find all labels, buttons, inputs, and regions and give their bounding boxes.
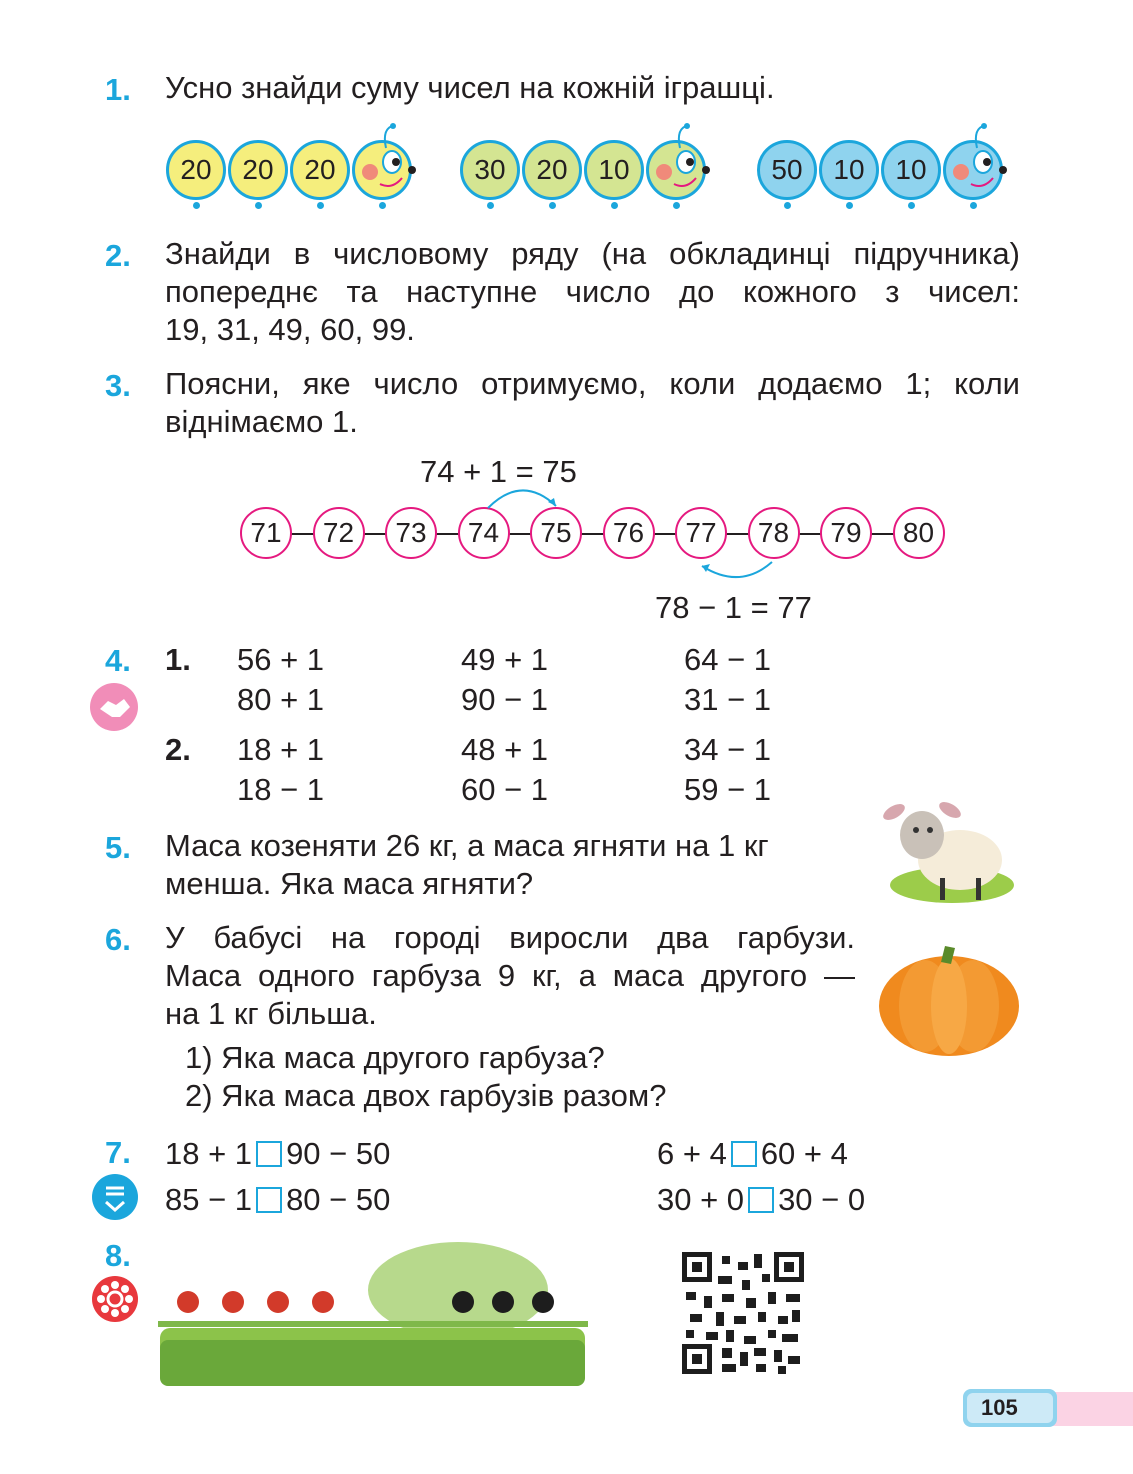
comparison-left: 85 − 1 [165,1182,253,1217]
caterpillar-foot [549,202,556,209]
task-2-line-2: попереднє та наступне число до кожного з чисел: [165,274,1020,309]
task-4-part-label: 1. [165,642,191,677]
caterpillar-foot [970,202,977,209]
equation-addition: 74 + 1 = 75 [420,454,577,489]
arrow-back [702,562,772,577]
comparison-box[interactable] [256,1187,282,1213]
task-4-expression: 56 + 1 [237,642,325,677]
sequence-number: 74 [458,507,510,559]
task-4-expression: 18 − 1 [237,772,325,807]
task-4-expression: 80 + 1 [237,682,325,717]
caterpillar-segment: 30 [460,140,520,200]
caterpillar-foot [673,202,680,209]
sequence-number: 72 [313,507,365,559]
caterpillar-toy [460,140,720,212]
caterpillar-toy [757,140,1017,212]
task-4-expression: 31 − 1 [684,682,772,717]
sequence-number: 76 [603,507,655,559]
task-3-line-2: віднімаємо 1. [165,404,358,439]
arrows [470,470,790,590]
caterpillar-foot [487,202,494,209]
caterpillar-head [943,140,1003,200]
caterpillar-segment: 50 [757,140,817,200]
caterpillar-foot [379,202,386,209]
pumpkin-illustration [875,942,1023,1062]
caterpillar-foot [317,202,324,209]
caterpillar-head [352,140,412,200]
sequence-number: 80 [893,507,945,559]
comparison [165,1136,390,1172]
comparison-right: 80 − 50 [286,1182,391,1217]
caterpillar-toy [166,140,426,212]
sequence-number: 77 [675,507,727,559]
handshake-icon [90,683,138,731]
comparison-box[interactable] [256,1141,282,1167]
caterpillar-segment: 20 [228,140,288,200]
caterpillar-segment: 10 [819,140,879,200]
task-5-line-1: Маса козеняти 26 кг, а маса ягняти на 1 кг [165,828,769,863]
task-1-number: 1. [105,72,131,107]
lamb-illustration [880,790,1015,915]
sequence-number: 75 [530,507,582,559]
task-6-line-2: Маса одного гарбуза 9 кг, а маса другого — [165,958,855,993]
task-2-line-1: Знайди в числовому ряду (на обкладинці підручника) [165,236,1020,271]
sequence-number: 71 [240,507,292,559]
ants-tug-of-war-illustration [158,1240,588,1390]
comparison-left: 18 + 1 [165,1136,253,1171]
task-7-number: 7. [105,1135,131,1170]
caterpillar-foot [784,202,791,209]
comparison-right: 30 − 0 [778,1182,866,1217]
comparison-right: 60 + 4 [760,1136,848,1171]
task-3-line-1: Поясни, яке число отримуємо, коли додаємо 1; коли [165,366,1020,401]
caterpillar-foot [611,202,618,209]
comparison [657,1136,848,1172]
task-3-number: 3. [105,368,131,403]
task-5-number: 5. [105,830,131,865]
task-4-expression: 18 + 1 [237,732,325,767]
task-4-expression: 90 − 1 [461,682,549,717]
comparison-right: 90 − 50 [286,1136,391,1171]
task-2-number: 2. [105,238,131,273]
caterpillar-foot [846,202,853,209]
task-4-expression: 60 − 1 [461,772,549,807]
task-6-question-2: 2) Яка маса двох гарбузів разом? [185,1078,667,1113]
task-6-number: 6. [105,922,131,957]
task-4-expression: 49 + 1 [461,642,549,677]
task-4-expression: 59 − 1 [684,772,772,807]
equation-subtraction: 78 − 1 = 77 [655,590,812,625]
task-8-number: 8. [105,1238,131,1273]
task-6-question-1: 1) Яка маса другого гарбуза? [185,1040,605,1075]
task-2-line-3: 19, 31, 49, 60, 99. [165,312,415,347]
task-4-expression: 64 − 1 [684,642,772,677]
comparison-left: 30 + 0 [657,1182,745,1217]
task-4-expression: 34 − 1 [684,732,772,767]
caterpillar-segment: 20 [166,140,226,200]
caterpillar-head [646,140,706,200]
compare-icon [92,1174,138,1220]
task-6-line-3: на 1 кг більша. [165,996,377,1031]
flower-icon [92,1276,138,1322]
qr-code [682,1252,804,1374]
caterpillar-foot [193,202,200,209]
caterpillar-segment: 10 [584,140,644,200]
sequence-number: 79 [820,507,872,559]
comparison [657,1182,865,1218]
comparison [165,1182,390,1218]
page-number: 105 [967,1393,1053,1423]
caterpillar-foot [908,202,915,209]
task-6-line-1: У бабусі на городі виросли два гарбузи. [165,920,855,955]
arrow-forward [488,490,556,508]
task-5-line-2: менша. Яка маса ягняти? [165,866,534,901]
caterpillar-segment: 10 [881,140,941,200]
task-4-part-label: 2. [165,732,191,767]
comparison-box[interactable] [731,1141,757,1167]
task-4-number: 4. [105,643,131,678]
comparison-left: 6 + 4 [657,1136,727,1171]
task-1-text: Усно знайди суму чисел на кожній іграшці. [165,70,775,105]
sequence-number: 73 [385,507,437,559]
caterpillar-foot [255,202,262,209]
sequence-number: 78 [748,507,800,559]
caterpillar-segment: 20 [290,140,350,200]
task-4-expression: 48 + 1 [461,732,549,767]
comparison-box[interactable] [748,1187,774,1213]
caterpillar-segment: 20 [522,140,582,200]
